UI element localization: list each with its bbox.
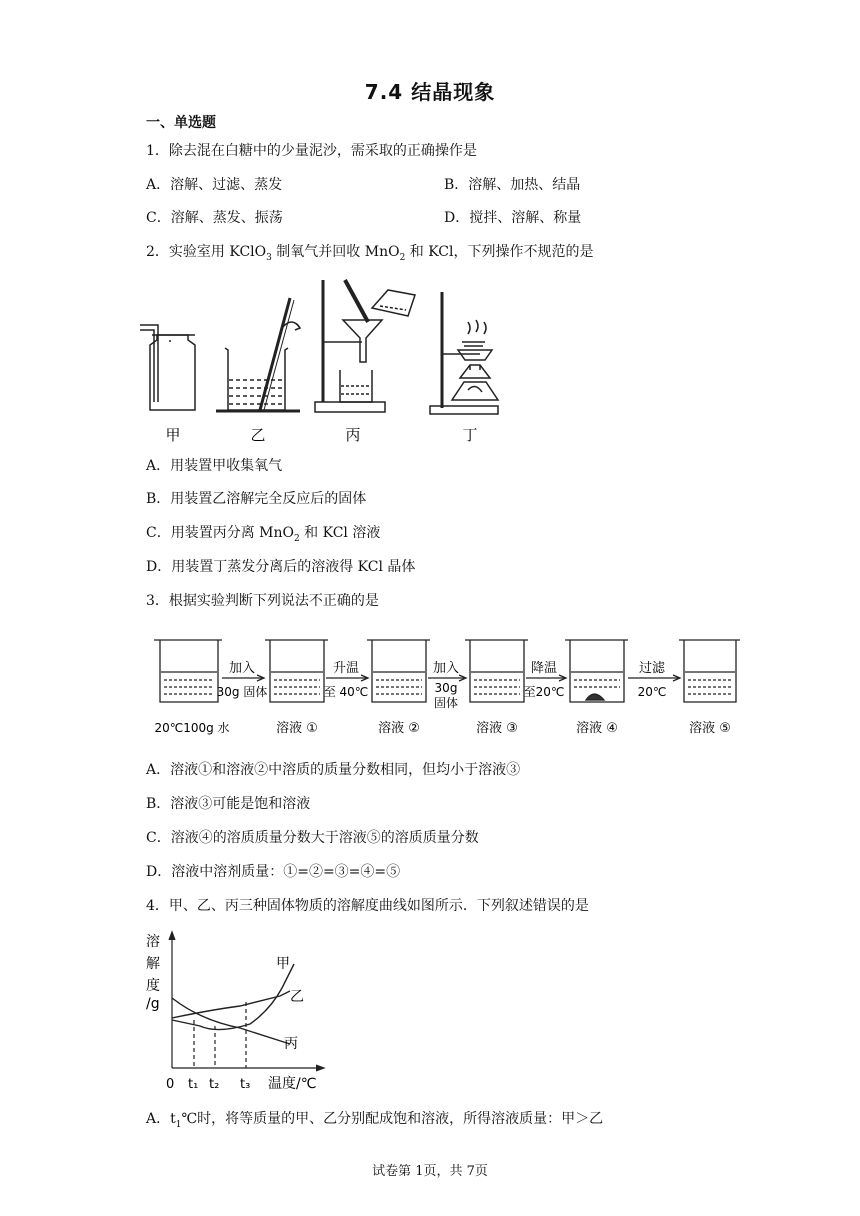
origin-label: 0 <box>166 1077 175 1092</box>
ylabel-char: 解 <box>146 956 160 972</box>
tick-t1: t₁ <box>188 1077 199 1092</box>
q2-option-c-part: 和 KCl 溶液 <box>299 525 381 541</box>
q4-option-a-part: ℃时，将等质量的甲、乙分别配成饱和溶液，所得溶液质量：甲＞乙 <box>181 1111 604 1127</box>
tick-t2: t₂ <box>209 1077 220 1092</box>
beaker-1 <box>265 640 328 702</box>
q2-stem <box>146 243 594 267</box>
step3-top: 加入 <box>432 661 460 676</box>
fig-label-yi: 乙 <box>250 426 266 444</box>
q4-option-a-sub: 1 <box>175 1119 182 1130</box>
beaker-2 <box>367 640 430 702</box>
q2-option-a: A．用装置甲收集氧气 <box>146 458 283 474</box>
step5-top: 过滤 <box>638 661 666 676</box>
q3-process-figure <box>148 630 748 740</box>
q4-option-a <box>146 1110 603 1134</box>
q2-option-c-part: C．用装置丙分离 MnO <box>146 525 294 541</box>
ylabel-char: 度 <box>146 978 160 994</box>
beaker-3 <box>465 640 528 702</box>
evaporation-apparatus <box>430 292 498 414</box>
label-solution-4: 溶液 ④ <box>576 721 618 736</box>
q1-stem: 1．除去混在白糖中的少量泥沙，需采取的正确操作是 <box>146 143 477 159</box>
curve-label-jia: 甲 <box>276 956 290 972</box>
q2-stem-part: 2．实验室用 KClO <box>146 244 267 260</box>
label-start: 20℃100g 水 <box>154 721 230 735</box>
q3-option-b: B．溶液③可能是饱和溶液 <box>146 796 311 812</box>
q2-apparatus-figure <box>140 270 540 450</box>
q3-stem: 3．根据实验判断下列说法不正确的是 <box>146 593 379 609</box>
q3-option-a: A．溶液①和溶液②中溶质的质量分数相同，但均小于溶液③ <box>146 762 521 778</box>
step3-mid: 30g <box>434 681 458 695</box>
fig-label-ding: 丁 <box>462 426 478 444</box>
step4-top: 降温 <box>530 661 558 676</box>
q3-option-c: C．溶液④的溶质质量分数大于溶液⑤的溶质质量分数 <box>146 830 479 846</box>
step3-bottom: 固体 <box>433 696 459 710</box>
ylabel-char: /g <box>146 996 160 1012</box>
beaker-start <box>154 640 222 702</box>
beaker-stirring-apparatus <box>216 298 300 411</box>
q4-option-a-part: A．t <box>146 1111 176 1127</box>
q4-stem: 4．甲、乙、丙三种固体物质的溶解度曲线如图所示．下列叙述错误的是 <box>146 898 589 914</box>
q2-option-b: B．用装置乙溶解完全反应后的固体 <box>146 491 367 507</box>
beaker-4 <box>565 640 628 702</box>
gas-bottle-apparatus <box>140 325 195 410</box>
step4-bottom: 至20℃ <box>523 685 565 699</box>
fig-label-jia: 甲 <box>165 426 181 444</box>
label-solution-3: 溶液 ③ <box>476 721 518 736</box>
curve-yi <box>172 991 290 1018</box>
q3-option-d: D．溶液中溶剂质量：①=②=③=④=⑤ <box>146 864 401 880</box>
fig-label-bing: 丙 <box>345 426 361 444</box>
q2-stem-part: 和 KCl，下列操作不规范的是 <box>405 244 594 260</box>
q2-option-c <box>146 524 380 548</box>
step1-bottom: 30g 固体 <box>216 685 268 699</box>
step2-top: 升温 <box>332 661 360 676</box>
step1-top: 加入 <box>228 661 256 676</box>
curve-bing <box>172 998 290 1044</box>
label-solution-2: 溶液 ② <box>378 721 420 736</box>
tick-t3: t₃ <box>240 1077 251 1092</box>
ylabel-char: 溶 <box>146 934 160 950</box>
curve-label-yi: 乙 <box>290 989 304 1005</box>
q2-stem-sub: 2 <box>399 252 406 263</box>
q2-option-c-sub: 2 <box>294 533 300 544</box>
label-solution-5: 溶液 ⑤ <box>689 721 731 736</box>
beaker-5 <box>679 640 740 702</box>
q1-option-b: B．溶解、加热、结晶 <box>444 177 581 193</box>
q2-stem-part: 制氧气并回收 MnO <box>271 244 400 260</box>
q1-option-c: C．溶解、蒸发、振荡 <box>146 210 283 226</box>
curve-label-bing: 丙 <box>284 1036 298 1052</box>
step2-bottom: 至 40℃ <box>323 685 369 699</box>
step5-bottom: 20℃ <box>637 685 667 699</box>
section-heading: 一、单选题 <box>146 115 216 131</box>
filtration-apparatus <box>315 280 415 412</box>
page-title: 7.4 结晶现象 <box>364 80 496 104</box>
label-solution-1: 溶液 ① <box>276 721 318 736</box>
q2-stem-sub: 3 <box>266 252 272 263</box>
x-axis-label: 温度/℃ <box>268 1076 317 1092</box>
page-footer: 试卷第 1页，共 7页 <box>372 1164 488 1179</box>
q1-option-d: D．搅拌、溶解、称量 <box>444 210 582 226</box>
q4-solubility-figure <box>140 928 340 1096</box>
q2-option-d: D．用装置丁蒸发分离后的溶液得 KCl 晶体 <box>146 559 416 575</box>
q1-option-a: A．溶解、过滤、蒸发 <box>146 177 283 193</box>
